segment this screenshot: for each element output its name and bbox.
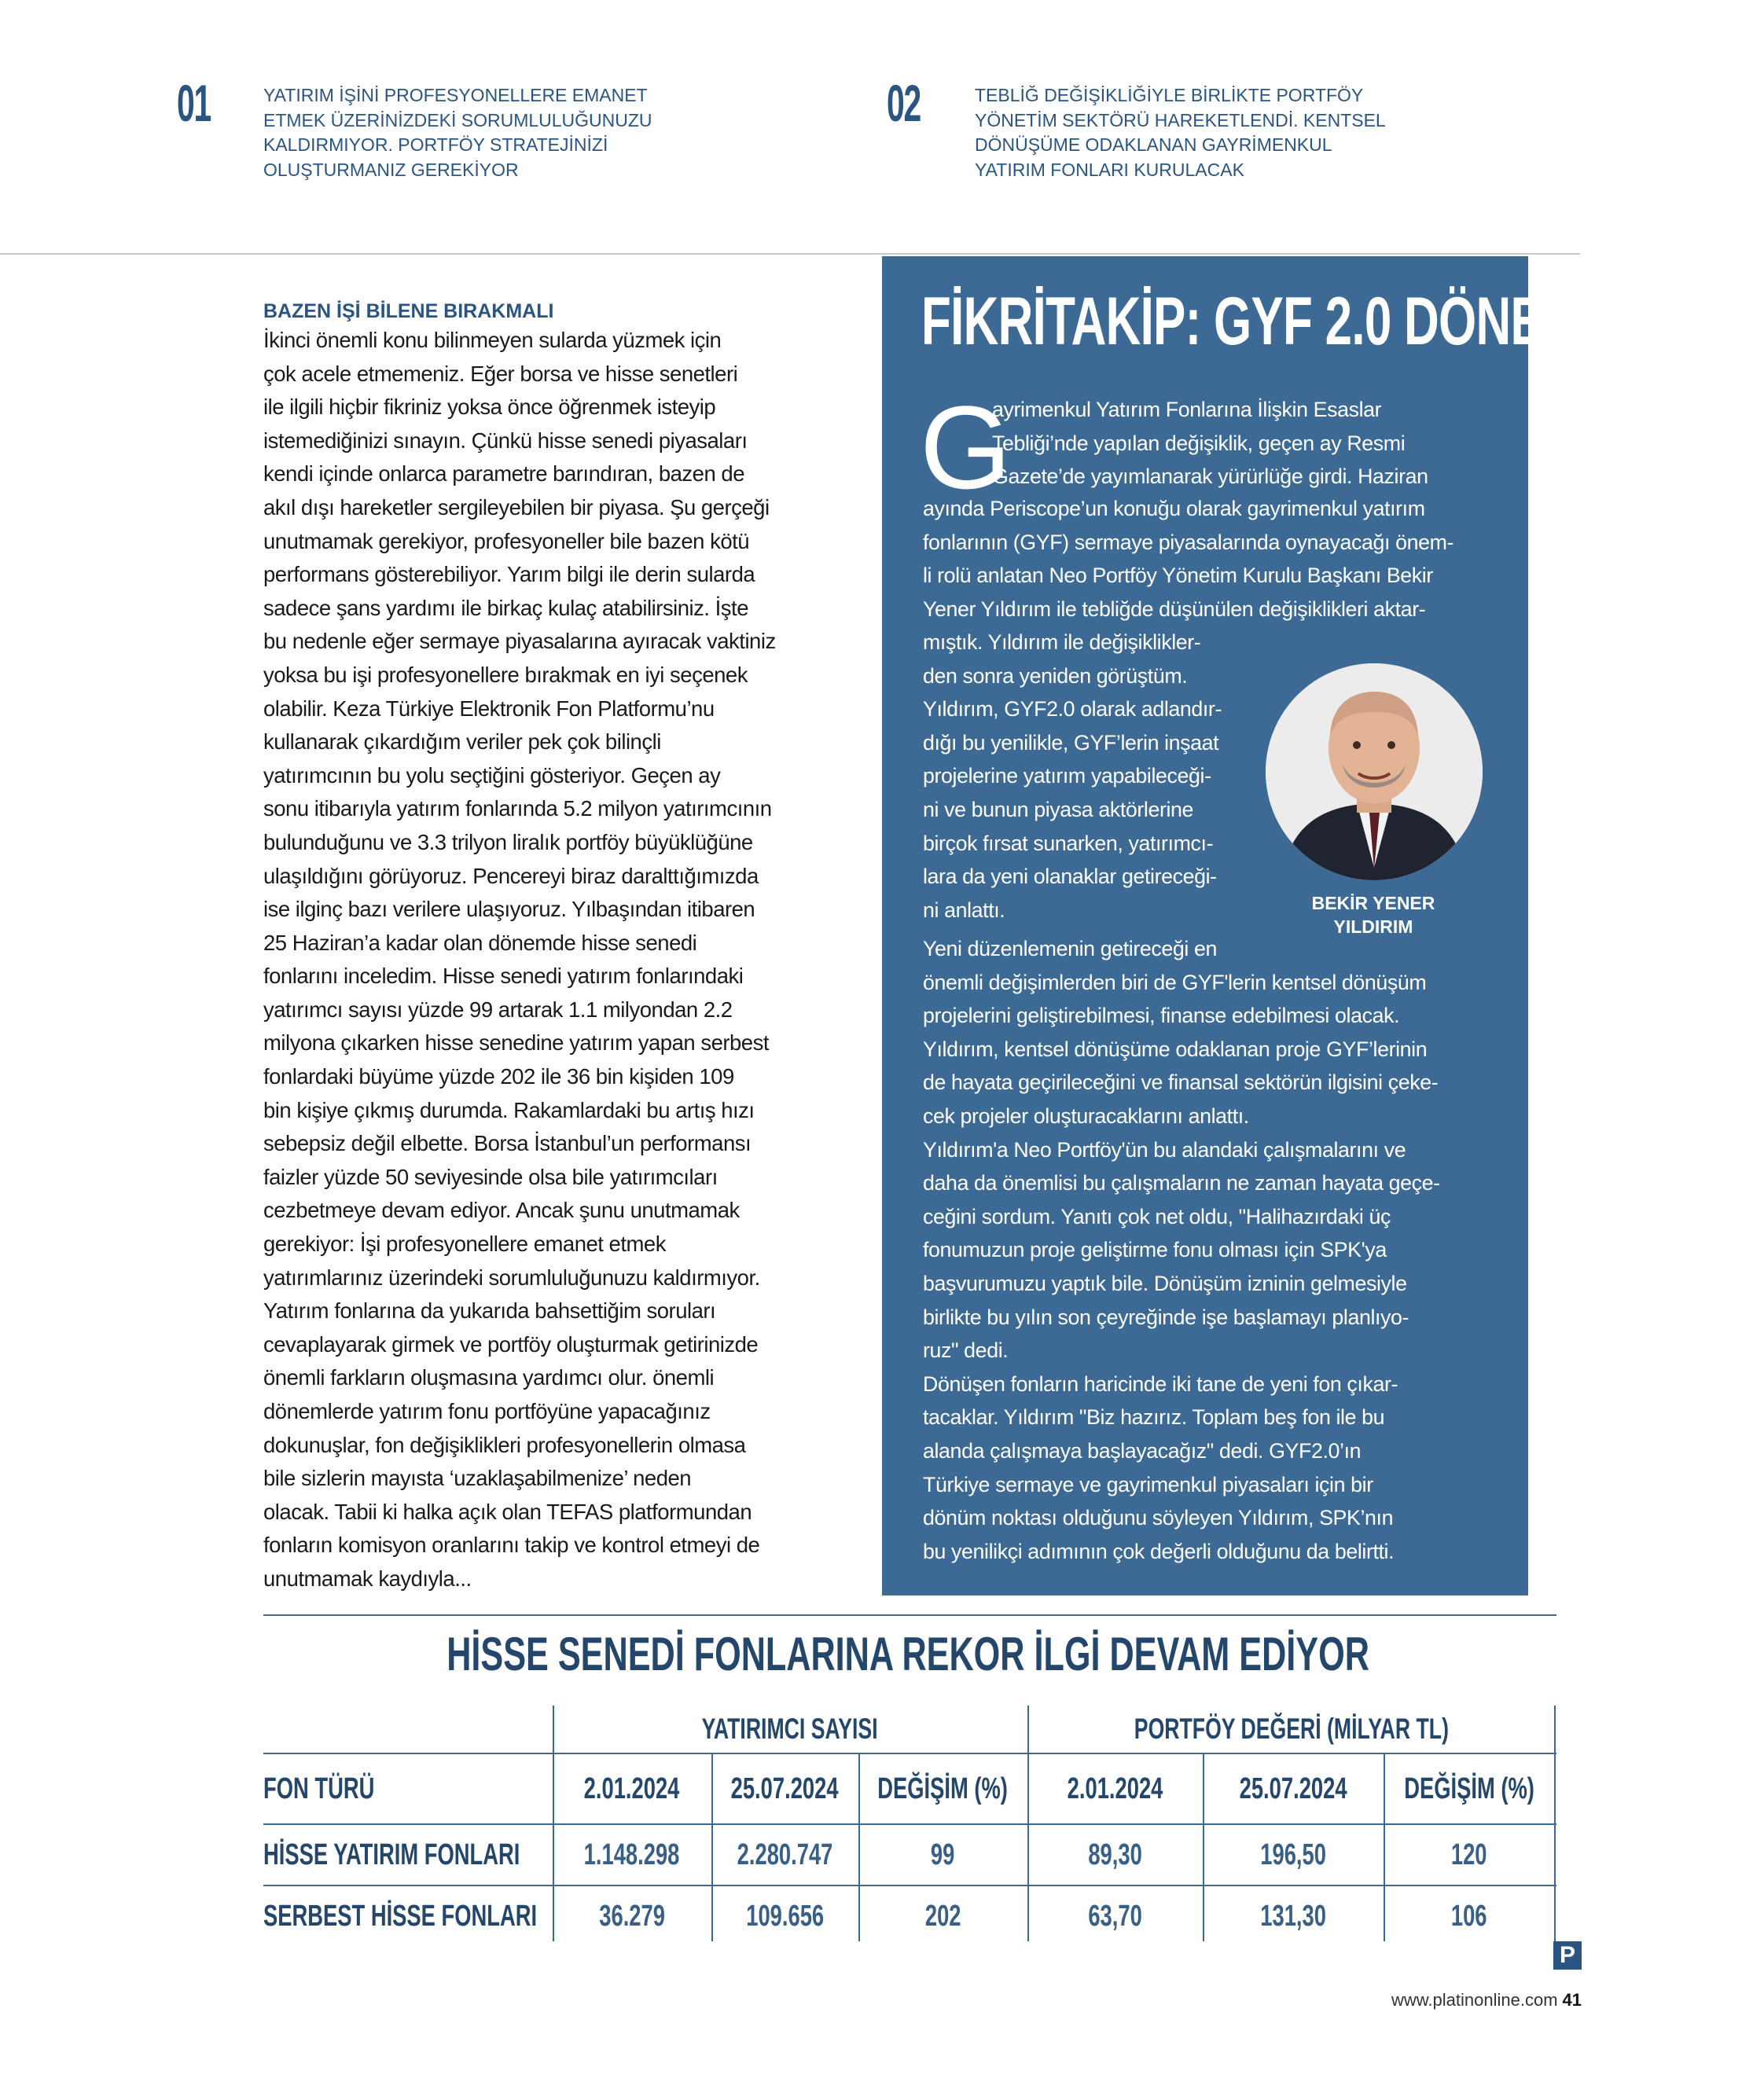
section-divider xyxy=(263,1614,1556,1616)
column-header-date: 2.01.2024 xyxy=(584,1772,680,1805)
table-cell: 196,50 xyxy=(1260,1838,1326,1871)
column-header-date: 2.01.2024 xyxy=(1067,1772,1163,1805)
platin-logo-icon: P xyxy=(1553,1941,1582,1970)
column-header-date: 25.07.2024 xyxy=(731,1772,839,1805)
column-header-fund-type: FON TÜRÜ xyxy=(263,1772,375,1805)
table-cell: 36.279 xyxy=(599,1899,665,1933)
panel-paragraph-beside-photo: mıştık. Yıldırım ile değişiklikler- den sonra yeniden görüştüm. Yıldırım, GYF2.0 olarak adlandır- dığı bu yenilikle, GYF’lerin inşaat projelerine yatırım yapabileceği- ni ve bunun piyasa aktörlerine birçok fırsat sunarken, yatırımcı- lara da yeni olanaklar getireceği- ni anlattı. xyxy=(923,630,1222,922)
drop-cap: G xyxy=(920,381,1012,513)
footer-website: www.platinonline.com xyxy=(1391,1990,1558,2010)
table-title xyxy=(263,1627,1553,1682)
column-header-change: DEĞİŞİM (%) xyxy=(877,1772,1009,1805)
top-divider xyxy=(0,253,1580,255)
section-subheading: BAZEN İŞİ BİLENE BIRAKMALI xyxy=(263,300,554,322)
table-cell: 109.656 xyxy=(746,1899,824,1933)
group-header-investors: YATIRIMCI SAYISI xyxy=(701,1713,879,1745)
photo-caption: BEKİR YENER YILDIRIM xyxy=(1311,893,1435,937)
table-cell: 63,70 xyxy=(1088,1899,1142,1933)
fund-statistics-table xyxy=(263,1706,1556,1941)
table-row-label: HİSSE YATIRIM FONLARI xyxy=(263,1838,520,1871)
left-column-article xyxy=(263,299,829,1596)
highlight-number: 01 xyxy=(177,74,211,132)
fikritakip-panel xyxy=(882,256,1596,1595)
page-footer xyxy=(1391,1990,1582,2010)
panel-paragraph: ayında Periscope’un konuğu olarak gayrimenkul yatırım fonlarının (GYF) sermaye piyasalarında oynayacağı önem- li rolü anlatan Neo Portföy Yönetim Kurulu Başkanı Bekir Yener Yıldırım ile tebliğde düşünülen değişiklikleri aktar- xyxy=(923,497,1454,621)
table-row-label: SERBEST HİSSE FONLARI xyxy=(263,1899,538,1933)
article-body: İkinci önemli konu bilinmeyen sularda yüzmek için çok acele etmemeniz. Eğer borsa ve hisse senetleri ile ilgili hiçbir fikriniz yoksa önce öğrenmek isteyip istemediğinizi sınayın. Çünkü hisse senedi piyasaları kendi içinde onlarca parametre barındıran, bazen de akıl dışı hareketler sergileyebilen bir piyasa. Şu gerçeği unutmamak gerekiyor, profesyoneller bile bazen kötü performans gösterebiliyor. Yarım bilgi ile derin sularda sadece şans yardımı ile birkaç kulaç atabilirsiniz. İşte bu nedenle eğer sermaye piyasalarına ayıracak vaktiniz yoksa bu işi profesyonellere bırakmak en iyi seçenek olabilir. Keza Türkiye Elektronik Fon Platformu’nu kullanarak çıkardığım veriler pek çok bilinçli yatırımcının bu yolu seçtiğini gösteriyor. Geçen ay sonu itibarıyla yatırım fonlarında 5.2 milyon yatırımcının bulunduğunu ve 3.3 trilyon liralık portföy büyüklüğüne ulaşıldığını görüyoruz. Pencereyi biraz daralttığımızda ise ilginç bazı verilere ulaşıyoruz. Yılbaşından itibaren 25 Haziran’a kadar olan dönemde hisse senedi fonlarını inceledim. Hisse senedi yatırım fonlarındaki yatırımcı sayısı yüzde 99 artarak 1.1 milyondan 2.2 milyona çıkarken hisse senedine yatırım yapan serbest fonlardaki büyüme yüzde 202 ile 36 bin kişiden 109 bin kişiye çıkmış durumda. Rakamlardaki bu artış hızı sebepsiz değil elbette. Borsa İstanbul’un performansı faizler yüzde 50 seviyesinde olsa bile yatırımcıları cezbetmeye devam ediyor. Ancak şunu unutmamak gerekiyor: İşi profesyonellere emanet etmek yatırımlarınız üzerindeki sorumluluğunuzu kaldırmıyor. Yatırım fonlarına da yukarıda bahsettiğim soruları cevaplayarak girmek ve portföy oluşturmak getirinizde önemli farkların oluşmasına yardımcı olur. önemli dönemlerde yatırım fonu portföyüne yapacağınız dokunuşlar, fon değişiklikleri profesyonellerin olmasa bile sizlerin mayısta ‘uzaklaşabilmenize’ neden olacak. Tabii ki halka açık olan TEFAS platformundan fonların komisyon oranlarını takip ve kontrol etmeyi de unutmamak kaydıyla... xyxy=(263,328,776,1591)
table-cell: 99 xyxy=(931,1838,955,1871)
panel-title: FİKRİTAKİP: GYF 2.0 DÖNEMİ xyxy=(921,284,1596,359)
panel-intro-lines: ayrimenkul Yatırım Fonlarına İlişkin Esaslar Tebliği’nde yapılan değişiklik, geçen ay Resmi Gazete’de yayımlanarak yürürlüğe girdi. Haziran xyxy=(992,398,1428,489)
table-cell: 1.148.298 xyxy=(584,1838,680,1871)
portrait-photo xyxy=(1266,663,1483,880)
column-header-change: DEĞİŞİM (%) xyxy=(1404,1772,1534,1805)
column-header-date: 25.07.2024 xyxy=(1239,1772,1347,1805)
table-cell: 106 xyxy=(1451,1899,1487,1933)
page-number: 41 xyxy=(1562,1990,1582,2010)
table-cell: 2.280.747 xyxy=(737,1838,833,1871)
highlight-text: TEBLİĞ DEĞİŞİKLİĞİYLE BİRLİKTE PORTFÖY YÖNETİM SEKTÖRÜ HAREKETLENDİ. KENTSEL DÖNÜŞÜME ODAKLANAN GAYRİMENKUL YATIRIM FONLARI KURULACAK xyxy=(975,85,1386,180)
highlight-number: 02 xyxy=(887,74,921,132)
panel-paragraph-rest: Yeni düzenlemenin getireceği en önemli değişimlerden biri de GYF'lerin kentsel dönüşüm projelerini geliştirebilmesi, finanse edebilmesi olacak. Yıldırım, kentsel dönüşüme odaklanan proje GYF’lerinin de hayata geçirileceğini ve finansal sektörün ilgisini çeke- cek projeler oluşturacaklarını anlattı. Yıldırım'a Neo Portföy'ün bu alandaki çalışmalarını ve daha da önemlisi bu çalışmaların ne zaman hayata geçe- ceğini sordum. Yanıtı çok net oldu, "Halihazırdaki üç fonumuzun proje geliştirme fonu olması için SPK'ya başvurumuzu yaptık bile. Dönüşüm izninin gelmesiyle birlikte bu yılın son çeyreğinde işe başlamayı planlıyo- ruz" dedi. Dönüşen fonların haricinde iki tane de yeni fon çıkar- tacaklar. Yıldırım "Biz hazırız. Toplam beş fon ile bu alanda çalışmaya başlayacağız" dedi. GYF2.0’ın Türkiye sermaye ve gayrimenkul piyasaları için bir dönüm noktası olduğunu söyleyen Yıldırım, SPK’nın bu yenilikçi adımının çok değerli olduğunu da belirtti. xyxy=(923,937,1440,1563)
table-title-text: HİSSE SENEDİ FONLARINA REKOR İLGİ DEVAM EDİYOR xyxy=(447,1628,1369,1680)
table-cell: 131,30 xyxy=(1260,1899,1326,1933)
table-cell: 89,30 xyxy=(1088,1838,1142,1871)
table-cell: 120 xyxy=(1451,1838,1487,1871)
group-header-portfolio: PORTFÖY DEĞERİ (MİLYAR TL) xyxy=(1134,1713,1450,1745)
portrait-image xyxy=(1266,663,1483,880)
highlight-text: YATIRIM İŞİNİ PROFESYONELLERE EMANET ETMEK ÜZERİNİZDEKİ SORUMLULUĞUNUZU KALDIRMIYOR. PORTFÖY STRATEJİNİZİ OLUŞTURMANIZ GEREKİYOR xyxy=(263,85,652,180)
table-cell: 202 xyxy=(924,1899,961,1933)
